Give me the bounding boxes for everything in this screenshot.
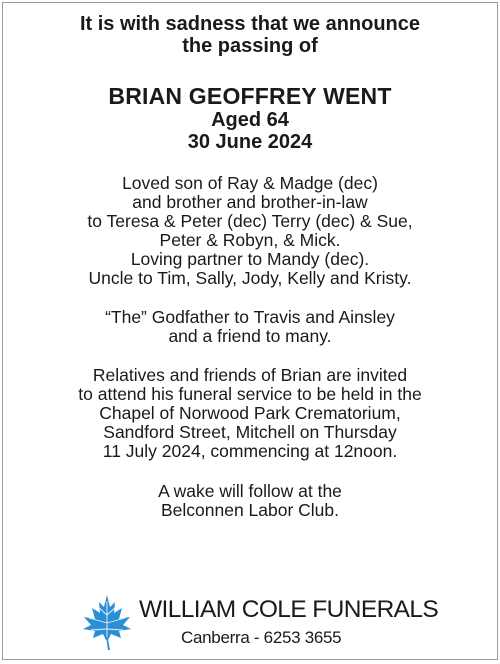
text-line: Relatives and friends of Brian are invited — [92, 365, 408, 385]
text-line: Belconnen Labor Club. — [160, 500, 340, 520]
text-line: Uncle to Tim, Sally, Jody, Kelly and Kristy. — [88, 268, 412, 288]
deceased-age: Aged 64 — [211, 109, 289, 131]
text-line: 11 July 2024, commencing at 12noon. — [102, 441, 398, 461]
text-line: Loved son of Ray & Madge (dec) — [122, 173, 378, 193]
text-line: Loving partner to Mandy (dec). — [130, 249, 370, 269]
maple-leaf-icon — [81, 593, 133, 651]
funeral-director-logo — [3, 591, 497, 653]
godfather-paragraph — [3, 308, 497, 346]
service-paragraph — [3, 366, 497, 461]
text-line: and brother and brother-in-law — [132, 192, 368, 212]
death-notice — [2, 2, 498, 660]
date-of-death: 30 June 2024 — [187, 131, 313, 153]
text-line: “The” Godfather to Travis and Ainsley — [105, 307, 395, 327]
family-paragraph — [3, 174, 497, 288]
text-line: Sandford Street, Mitchell on Thursday — [103, 422, 397, 442]
text-line: to attend his funeral service to be held in the — [78, 384, 422, 404]
announcement-line: the passing of — [182, 35, 318, 57]
text-line: Peter & Robyn, & Mick. — [159, 230, 341, 250]
announcement-line: It is with sadness that we announce — [79, 13, 421, 35]
text-line: A wake will follow at the — [158, 481, 342, 501]
deceased-name: BRIAN GEOFFREY WENT — [108, 83, 392, 109]
funeral-director-name: WILLIAM COLE FUNERALS — [139, 596, 439, 623]
announcement-heading — [3, 3, 497, 57]
text-line: Chapel of Norwood Park Crematorium, — [99, 403, 401, 423]
funeral-director-contact: Canberra - 6253 3655 — [181, 628, 342, 647]
text-line: to Teresa & Peter (dec) Terry (dec) & Sue, — [87, 211, 413, 231]
text-line: and a friend to many. — [168, 326, 332, 346]
wake-paragraph — [3, 482, 497, 520]
